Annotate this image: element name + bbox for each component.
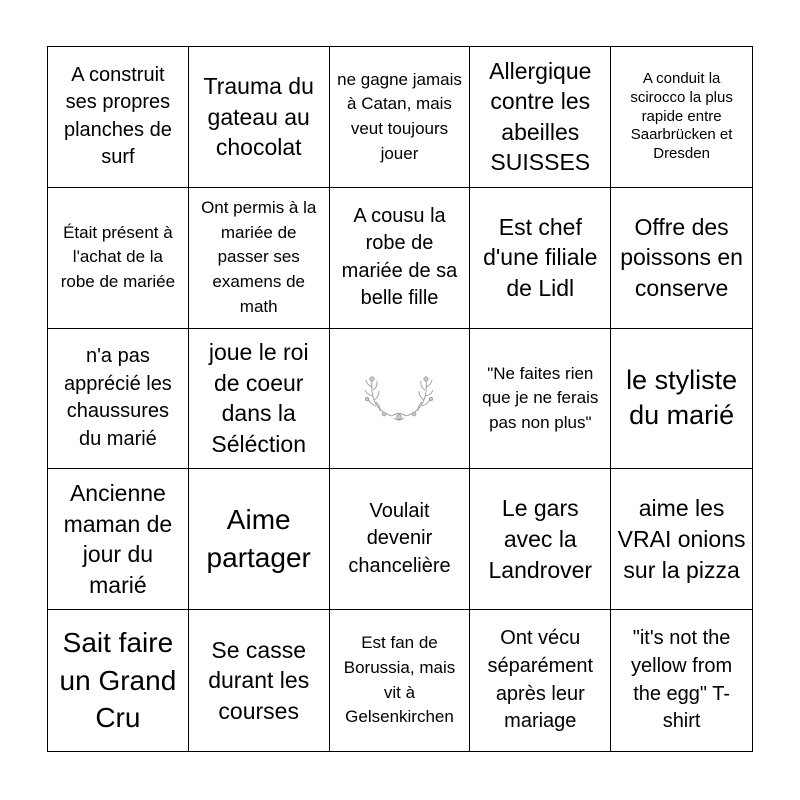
bingo-cell[interactable]	[330, 188, 471, 329]
cell-text: Se casse durant les courses	[208, 636, 310, 724]
cell-text: "it's not the yellow from the egg" T-shirt	[631, 627, 733, 733]
bingo-cell[interactable]	[470, 47, 611, 188]
cell-text: A conduit la scirocco la plus rapide entre Saarbrücken et Dresden	[630, 70, 733, 163]
bingo-cell[interactable]	[48, 610, 189, 751]
cell-text: Est chef d'une filiale de Lidl	[483, 213, 598, 301]
bingo-cell[interactable]	[189, 469, 330, 610]
bingo-cell[interactable]	[470, 610, 611, 751]
bingo-cell[interactable]	[189, 47, 330, 188]
bingo-cell[interactable]	[330, 469, 471, 610]
cell-text: joue le roi de coeur dans la Séléction	[208, 339, 309, 458]
cell-text: Aime partager	[206, 504, 311, 574]
cell-text: Offre des poissons en conserve	[620, 213, 743, 301]
cell-text: Trauma du gateau au chocolat	[203, 73, 314, 161]
bingo-cell[interactable]	[189, 188, 330, 329]
cell-text: Voulait devenir chancelière	[348, 499, 451, 578]
bingo-card	[47, 46, 753, 752]
cell-text: Ont vécu séparément après leur mariage	[487, 627, 594, 733]
floral-wreath-icon	[354, 366, 444, 431]
cell-text: Allergique contre les abeilles SUISSES	[489, 57, 592, 176]
cell-text: Sait faire un Grand Cru	[59, 626, 177, 734]
bingo-cell[interactable]	[611, 469, 752, 610]
bingo-cell[interactable]	[470, 188, 611, 329]
cell-text: le styliste du marié	[626, 365, 738, 431]
cell-text: aime les VRAI onions sur la pizza	[617, 495, 746, 583]
cell-text: A cousu la robe de mariée de sa belle fille	[341, 204, 458, 310]
cell-text: Ont permis à la mariée de passer ses examens de math	[201, 198, 317, 316]
bingo-cell[interactable]	[189, 610, 330, 751]
cell-text: Le gars avec la Landrover	[488, 495, 593, 583]
cell-text: Ancienne maman de jour du marié	[63, 480, 173, 598]
cell-text: n'a pas apprécié les chaussures du marié	[63, 345, 172, 451]
cell-text: "Ne faites rien que je ne ferais pas non plus"	[482, 363, 599, 432]
bingo-cell[interactable]	[611, 47, 752, 188]
free-space-cell[interactable]	[330, 329, 471, 470]
bingo-cell[interactable]	[48, 329, 189, 470]
bingo-cell[interactable]	[470, 329, 611, 470]
bingo-cell[interactable]	[611, 610, 752, 751]
bingo-cell[interactable]	[48, 188, 189, 329]
bingo-cell[interactable]	[189, 329, 330, 470]
bingo-cell[interactable]	[330, 610, 471, 751]
bingo-cell[interactable]	[470, 469, 611, 610]
cell-text: A construit ses propres planches de surf	[63, 63, 172, 169]
cell-text: Est fan de Borussia, mais vit à Gelsenkirchen	[343, 633, 456, 727]
bingo-cell[interactable]	[611, 329, 752, 470]
bingo-cell[interactable]	[48, 47, 189, 188]
bingo-cell[interactable]	[611, 188, 752, 329]
cell-text: ne gagne jamais à Catan, mais veut toujours jouer	[337, 69, 462, 163]
bingo-cell[interactable]	[330, 47, 471, 188]
cell-text: Était présent à l'achat de la robe de mariée	[60, 222, 176, 292]
bingo-cell[interactable]	[48, 469, 189, 610]
